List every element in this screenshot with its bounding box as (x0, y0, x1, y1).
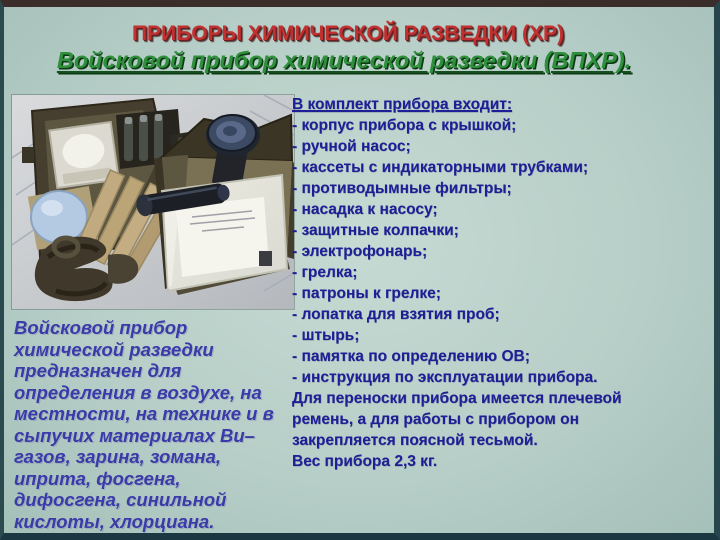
page-title: ПРИБОРЫ ХИМИЧЕСКОЙ РАЗВЕДКИ (ХР) (131, 22, 565, 45)
kit-item: - ручной насос; (292, 138, 411, 155)
vpkhr-open-case-photo (12, 95, 294, 309)
kit-heading: В комплект прибора входит: (292, 96, 513, 113)
carry-note: Для переноски прибора имеется плечевой ремень, а для работы с прибором он закрепляется поясной тесьмой. (292, 390, 622, 449)
kit-item: - памятка по определению ОВ; (292, 348, 530, 365)
kit-item: - электрофонарь; (292, 243, 428, 260)
kit-item: - патроны к грелке; (292, 285, 441, 302)
case-latch (22, 147, 34, 163)
kit-item: - инструкция по эксплуатации прибора. (292, 369, 598, 386)
kit-photo-illustration (12, 95, 294, 309)
kit-item: - грелка; (292, 264, 358, 281)
kit-item: - противодымные фильтры; (292, 180, 512, 197)
kit-item: - корпус прибора с крышкой; (292, 117, 517, 134)
kit-item: - лопатка для взятия проб; (292, 306, 500, 323)
page-subtitle: Войсковой прибор химической разведки (ВПХР). (56, 47, 632, 73)
kit-item: - насадка к насосу; (292, 201, 438, 218)
kit-item: - штырь; (292, 327, 360, 344)
weight-note: Вес прибора 2,3 кг. (292, 453, 438, 470)
device-description: Войсковой прибор химической разведки предназначен для определения в воздухе, на местности, на технике и в сыпучих материалах Ви–газов, зарина, зомана, иприта, фосгена, дифосгена, синильной кислоты, хлорциана. (14, 317, 274, 532)
kit-contents-section (292, 94, 716, 472)
kit-item: - кассеты с индикаторными трубками; (292, 159, 589, 176)
kit-item: - защитные колпачки; (292, 222, 459, 239)
